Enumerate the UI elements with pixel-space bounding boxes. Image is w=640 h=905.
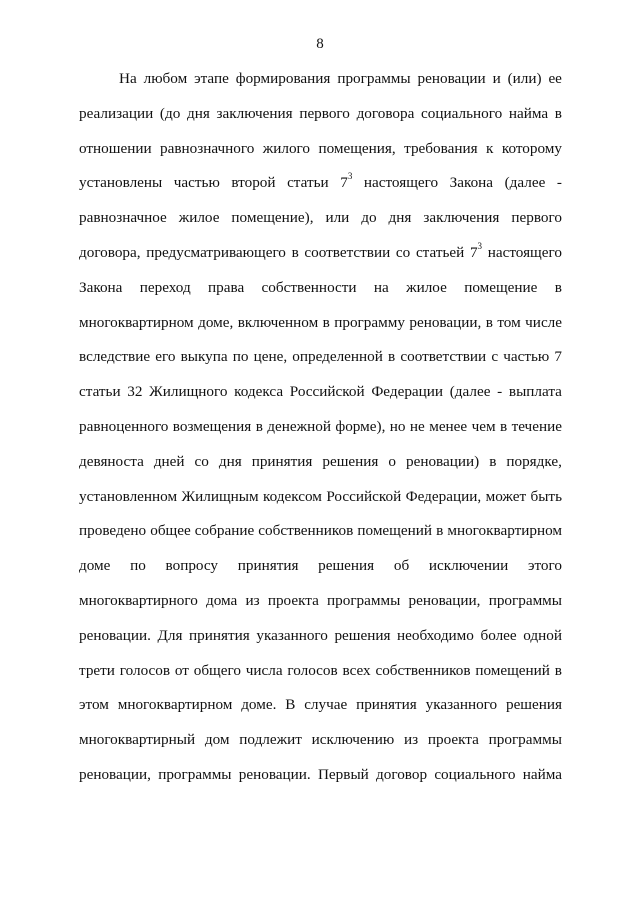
paragraph-line: многоквартирного дома из проекта программы реновации, программы: [79, 592, 562, 609]
paragraph-line: реализации (до дня заключения первого договора социального найма в: [79, 104, 562, 122]
paragraph-line: вследствие его выкупа по цене, определенной в соответствии с частью 7: [79, 348, 562, 366]
paragraph-line: многоквартирном доме, включенном в программу реновации, в том числе: [79, 313, 562, 331]
paragraph-line: многоквартирный дом подлежит исключению из проекта программы: [79, 731, 562, 749]
paragraph-line: проведено общее собрание собственников помещений в многоквартирном: [79, 522, 562, 540]
paragraph-line: Закона переход права собственности на жилое помещение в: [79, 278, 562, 296]
paragraph-line: реновации. Для принятия указанного решения необходимо более одной: [79, 626, 562, 644]
paragraph-line: отношении равнозначного жилого помещения, требования к которому: [79, 139, 562, 157]
paragraph-line: равноценного возмещения в денежной форме), но не менее чем в течение: [79, 418, 562, 435]
paragraph-line: На любом этапе формирования программы реновации и (или) ее: [119, 70, 562, 87]
paragraph-line: этом многоквартирном доме. В случае принятия указанного решения: [79, 696, 562, 714]
paragraph-line: равнозначное жилое помещение), или до дня заключения первого: [79, 209, 562, 227]
paragraph-line: реновации, программы реновации. Первый договор социального найма: [79, 766, 562, 783]
paragraph-line: договора, предусматривающего в соответствии со статьей $7^3$ настоящего: [79, 240, 562, 261]
paragraph-line: трети голосов от общего числа голосов всех собственников помещений в: [79, 661, 562, 679]
paragraph-line: установлены частью второй статьи $7^3$ настоящего Закона (далее -: [79, 171, 562, 192]
paragraph-line: доме по вопросу принятия решения об исключении этого: [79, 557, 562, 575]
page-number: 8: [316, 36, 324, 52]
paragraph-line: девяноста дней со дня принятия решения о реновации) в порядке,: [79, 452, 562, 470]
paragraph-line: статьи 32 Жилищного кодекса Российской Федерации (далее - выплата: [79, 383, 562, 401]
paragraph-line: установленном Жилищным кодексом Российской Федерации, может быть: [79, 487, 562, 505]
